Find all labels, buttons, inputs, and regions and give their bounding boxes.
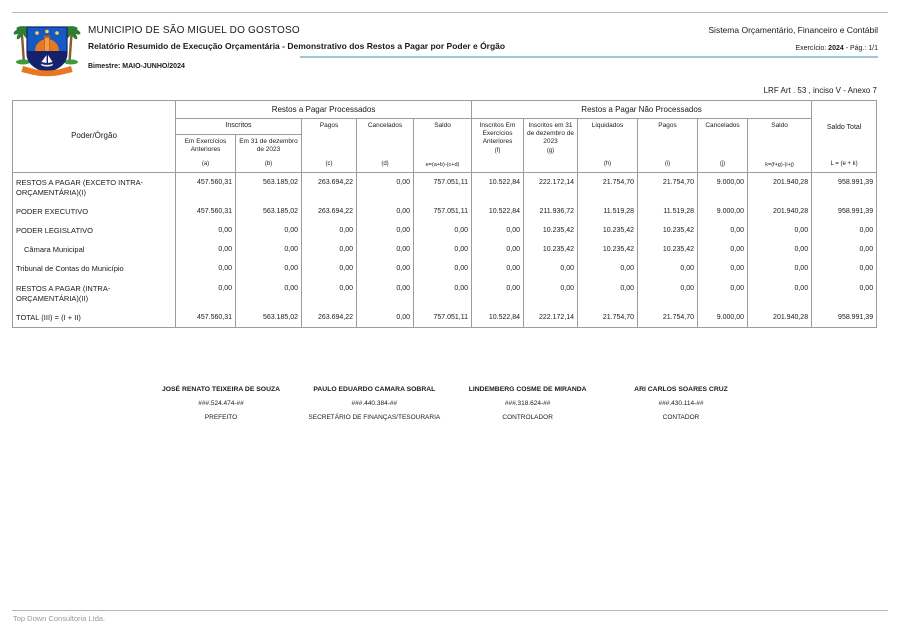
cell-value: 263.694,22 — [302, 308, 357, 328]
cell-value: 10.235,42 — [524, 240, 578, 259]
cell-value: 0,00 — [748, 259, 812, 278]
cell-value: 201.940,28 — [748, 172, 812, 202]
group-header-nao-processados: Restos a Pagar Não Processados — [472, 101, 812, 119]
row-label: TOTAL (III) = (I + II) — [13, 308, 176, 328]
cell-value: 757.051,11 — [414, 308, 472, 328]
cell-value: 0,00 — [414, 221, 472, 240]
cell-value: 0,00 — [472, 259, 524, 278]
cell-value: 0,00 — [176, 240, 236, 259]
signature-role: PREFEITO — [204, 414, 238, 421]
cell-value: 0,00 — [748, 221, 812, 240]
cell-value: 0,00 — [812, 221, 877, 240]
cell-value: 0,00 — [302, 240, 357, 259]
cell-value: 0,00 — [414, 240, 472, 259]
cell-value: 0,00 — [357, 308, 414, 328]
cell-value: 0,00 — [414, 279, 472, 308]
col-header-pagos-i: Pagos (i) — [638, 119, 698, 173]
cell-value: 0,00 — [472, 279, 524, 308]
col-header-dezembro-2023-b: Em 31 de dezembro de 2023 (b) — [236, 134, 302, 172]
cell-value: 0,00 — [698, 259, 748, 278]
cell-value: 222.172,14 — [524, 308, 578, 328]
cell-value: 0,00 — [638, 259, 698, 278]
cell-value: 201.940,28 — [748, 308, 812, 328]
table-row — [13, 259, 877, 278]
cell-value: 10.235,42 — [578, 240, 638, 259]
cell-value: 21.754,70 — [638, 172, 698, 202]
exercise-year: 2024 — [828, 45, 844, 52]
cell-value: 10.522,84 — [472, 308, 524, 328]
cell-value: 563.185,02 — [236, 308, 302, 328]
municipality-name: MUNICIPIO DE SÃO MIGUEL DO GOSTOSO — [88, 25, 300, 36]
cell-value: 0,00 — [524, 279, 578, 308]
cell-value: 0,00 — [578, 279, 638, 308]
signature-name: PAULO EDUARDO CAMARA SOBRAL — [313, 386, 436, 393]
signature-role: CONTROLADOR — [502, 414, 553, 421]
cell-value: 0,00 — [698, 240, 748, 259]
row-label: Tribunal de Contas do Município — [13, 259, 176, 278]
signature-document: ###.440.384-## — [351, 400, 398, 407]
signature-role: CONTADOR — [662, 414, 700, 421]
group-header-processados: Restos a Pagar Processados — [176, 101, 472, 119]
system-name: Sistema Orçamentário, Financeiro e Contábil — [708, 25, 878, 35]
col-header-saldo-k: Saldo k=(f+g)-(i+j) — [748, 119, 812, 173]
row-label: PODER LEGISLATIVO — [13, 221, 176, 240]
header-accent-line — [300, 56, 878, 58]
cell-value: 0,00 — [414, 259, 472, 278]
top-divider — [12, 12, 888, 13]
cell-value: 21.754,70 — [578, 308, 638, 328]
cell-value: 457.560,31 — [176, 172, 236, 202]
page-number: - Pág.: 1/1 — [843, 45, 878, 52]
signature — [145, 386, 297, 421]
saldo-total-label: Saldo Total — [826, 124, 862, 131]
col-header-inscritos-g: Inscritos em 31 de dezembro de 2023 (g) — [524, 119, 578, 173]
cell-value: 201.940,28 — [748, 202, 812, 221]
signature — [452, 386, 604, 421]
cell-value: 0,00 — [812, 259, 877, 278]
subgroup-header-inscritos: Inscritos — [176, 119, 302, 135]
footer-divider — [12, 610, 888, 611]
cell-value: 263.694,22 — [302, 172, 357, 202]
cell-value: 0,00 — [176, 259, 236, 278]
cell-value: 0,00 — [176, 279, 236, 308]
exercise-page-info — [795, 45, 878, 52]
cell-value: 457.560,31 — [176, 308, 236, 328]
cell-value: 11.519,28 — [638, 202, 698, 221]
cell-value: 0,00 — [812, 240, 877, 259]
cell-value: 0,00 — [748, 279, 812, 308]
cell-value: 10.235,42 — [578, 221, 638, 240]
cell-value: 211.936,72 — [524, 202, 578, 221]
cell-value: 0,00 — [524, 259, 578, 278]
saldo-total-formula: L = (e + k) — [830, 161, 858, 168]
cell-value: 11.519,28 — [578, 202, 638, 221]
cell-value: 10.235,42 — [524, 221, 578, 240]
cell-value: 0,00 — [357, 240, 414, 259]
col-header-pagos-c: Pagos (c) — [302, 119, 357, 173]
cell-value: 9.000,00 — [698, 308, 748, 328]
cell-value: 0,00 — [357, 279, 414, 308]
cell-value: 0,00 — [748, 240, 812, 259]
signature — [605, 386, 757, 421]
table-row — [13, 202, 877, 221]
cell-value: 0,00 — [236, 279, 302, 308]
cell-value: 10.235,42 — [638, 221, 698, 240]
cell-value: 0,00 — [302, 279, 357, 308]
row-label: Câmara Municipal — [13, 240, 176, 259]
cell-value: 563.185,02 — [236, 202, 302, 221]
col-header-cancelados-j: Cancelados (j) — [698, 119, 748, 173]
col-header-cancelados-d: Cancelados (d) — [357, 119, 414, 173]
cell-value: 0,00 — [302, 259, 357, 278]
cell-value: 0,00 — [302, 221, 357, 240]
cell-value: 0,00 — [812, 279, 877, 308]
cell-value: 0,00 — [698, 221, 748, 240]
signature-name: ARI CARLOS SOARES CRUZ — [634, 386, 728, 393]
cell-value: 21.754,70 — [638, 308, 698, 328]
row-label: PODER EXECUTIVO — [13, 202, 176, 221]
exercise-label: Exercício: — [795, 45, 829, 52]
col-header-saldo-e: Saldo e=(a+b)-(c+d) — [414, 119, 472, 173]
signature-document: ###.318.624-## — [504, 400, 551, 407]
table-row — [13, 172, 877, 202]
cell-value: 0,00 — [472, 221, 524, 240]
cell-value: 563.185,02 — [236, 172, 302, 202]
signatures-block — [145, 386, 757, 421]
col-header-saldo-total — [812, 101, 877, 173]
row-label: RESTOS A PAGAR (INTRA-ORÇAMENTÁRIA)(II) — [13, 279, 176, 308]
municipality-coat-of-arms-icon — [13, 15, 81, 83]
row-label: RESTOS A PAGAR (EXCETO INTRA-ORÇAMENTÁRIA)(I) — [13, 172, 176, 202]
table-row — [13, 221, 877, 240]
signature-document: ###.430.114-## — [658, 400, 704, 407]
cell-value: 9.000,00 — [698, 202, 748, 221]
col-header-inscritos-f: Inscritos Em Exercícios Anteriores (f) — [472, 119, 524, 173]
cell-value: 21.754,70 — [578, 172, 638, 202]
cell-value: 0,00 — [357, 172, 414, 202]
cell-value: 0,00 — [236, 259, 302, 278]
footer-company: Top Down Consultoria Ltda. — [13, 614, 106, 623]
restos-a-pagar-table — [12, 100, 877, 328]
cell-value: 9.000,00 — [698, 172, 748, 202]
cell-value: 0,00 — [638, 279, 698, 308]
signature-name: LINDEMBERG COSME DE MIRANDA — [468, 386, 587, 393]
cell-value: 0,00 — [357, 259, 414, 278]
cell-value: 457.560,31 — [176, 202, 236, 221]
cell-value: 263.694,22 — [302, 202, 357, 221]
bimester-label: Bimestre: MAIO-JUNHO/2024 — [88, 63, 185, 70]
signature-name: JOSÉ RENATO TEIXEIRA DE SOUZA — [161, 386, 281, 393]
cell-value: 0,00 — [578, 259, 638, 278]
report-title: Relatório Resumido de Execução Orçamentária - Demonstrativo dos Restos a Pagar por Poder e Órgão — [88, 41, 506, 51]
cell-value: 222.172,14 — [524, 172, 578, 202]
signature-document: ###.524.474-## — [198, 400, 244, 407]
cell-value: 10.235,42 — [638, 240, 698, 259]
cell-value: 0,00 — [357, 221, 414, 240]
cell-value: 0,00 — [472, 240, 524, 259]
report-table-body — [13, 172, 877, 327]
signature-role: SECRETÁRIO DE FINANÇAS/TESOURARIA — [308, 414, 441, 421]
table-row — [13, 308, 877, 328]
cell-value: 0,00 — [236, 221, 302, 240]
cell-value: 757.051,11 — [414, 202, 472, 221]
col-header-liquidados-h: Liquidados (h) — [578, 119, 638, 173]
signature — [298, 386, 450, 421]
cell-value: 958.991,39 — [812, 172, 877, 202]
cell-value: 10.522,84 — [472, 202, 524, 221]
table-row — [13, 240, 877, 259]
cell-value: 958.991,39 — [812, 308, 877, 328]
cell-value: 0,00 — [357, 202, 414, 221]
cell-value: 0,00 — [236, 240, 302, 259]
cell-value: 958.991,39 — [812, 202, 877, 221]
col-header-exercicios-anteriores-a: Em Exercícios Anteriores (a) — [176, 134, 236, 172]
cell-value: 10.522,84 — [472, 172, 524, 202]
col-header-poder-orgao: Poder/Órgão — [13, 101, 176, 173]
cell-value: 0,00 — [698, 279, 748, 308]
table-header — [13, 101, 877, 173]
lrf-reference: LRF Art . 53 , inciso V - Anexo 7 — [763, 86, 877, 95]
cell-value: 757.051,11 — [414, 172, 472, 202]
table-row — [13, 279, 877, 308]
cell-value: 0,00 — [176, 221, 236, 240]
